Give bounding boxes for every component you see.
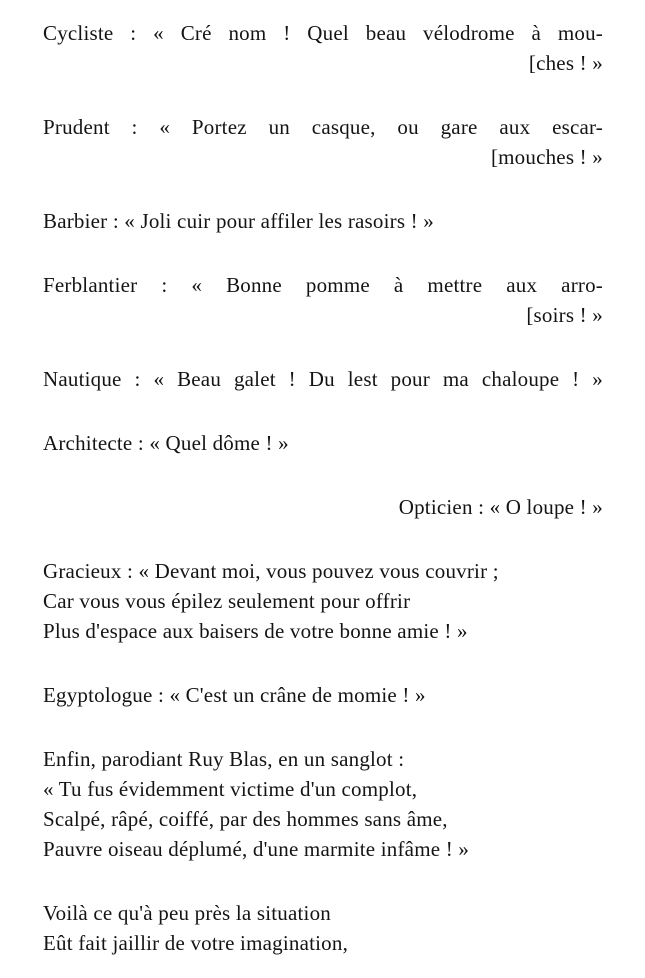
stanza-gap [43, 236, 603, 270]
stanza-egyptologue [43, 680, 603, 710]
stanza-gracieux [43, 556, 603, 646]
stanza-gap [43, 330, 603, 364]
stanza-prudent [43, 112, 603, 172]
verse-line: Cycliste : « Cré nom ! Quel beau vélodrome à mou- [43, 21, 603, 45]
stanza-ferblantier [43, 270, 603, 330]
verse-line: Enfin, parodiant Ruy Blas, en un sanglot : [43, 747, 405, 771]
verse-line: Architecte : « Quel dôme ! » [43, 431, 289, 455]
verse-line: Barbier : « Joli cuir pour affiler les rasoirs ! » [43, 209, 435, 233]
verse-line: Eût fait jaillir de votre imagination, [43, 931, 349, 955]
verse-line: Egyptologue : « C'est un crâne de momie ! » [43, 683, 426, 707]
verse-line: Prudent : « Portez un casque, ou gare aux escar- [43, 115, 603, 139]
verse-line-continuation: [soirs ! » [526, 303, 603, 327]
verse-line: Ferblantier : « Bonne pomme à mettre aux arro- [43, 273, 603, 297]
verse-line-continuation: [ches ! » [528, 51, 603, 75]
stanza-gap [43, 646, 603, 680]
verse-line: Voilà ce qu'à peu près la situation [43, 901, 331, 925]
stanza-architecte [43, 428, 603, 458]
verse-line: Pauvre oiseau déplumé, d'une marmite infâme ! » [43, 837, 470, 861]
stanza-cycliste [43, 18, 603, 78]
stanza-barbier [43, 206, 603, 236]
stanza-gap [43, 522, 603, 556]
stanza-ruy-blas [43, 744, 603, 864]
verse-line: Opticien : « O loupe ! » [398, 495, 603, 519]
verse-line: Plus d'espace aux baisers de votre bonne amie ! » [43, 619, 468, 643]
stanza-gap [43, 864, 603, 898]
stanza-gap [43, 710, 603, 744]
verse-line: Scalpé, râpé, coiffé, par des hommes sans âme, [43, 807, 448, 831]
stanza-gap [43, 78, 603, 112]
book-page [43, 18, 603, 958]
stanza-nautique [43, 364, 603, 394]
verse-line: « Tu fus évidemment victime d'un complot, [43, 777, 418, 801]
stanza-gap [43, 394, 603, 428]
stanza-gap [43, 458, 603, 492]
verse-line: Gracieux : « Devant moi, vous pouvez vous couvrir ; [43, 559, 499, 583]
stanza-opticien [43, 492, 603, 522]
verse-line-continuation: [mouches ! » [490, 145, 603, 169]
verse-line: Nautique : « Beau galet ! Du lest pour ma chaloupe ! » [43, 367, 603, 391]
stanza-voila [43, 898, 603, 958]
verse-line: Car vous vous épilez seulement pour offrir [43, 589, 411, 613]
stanza-gap [43, 172, 603, 206]
